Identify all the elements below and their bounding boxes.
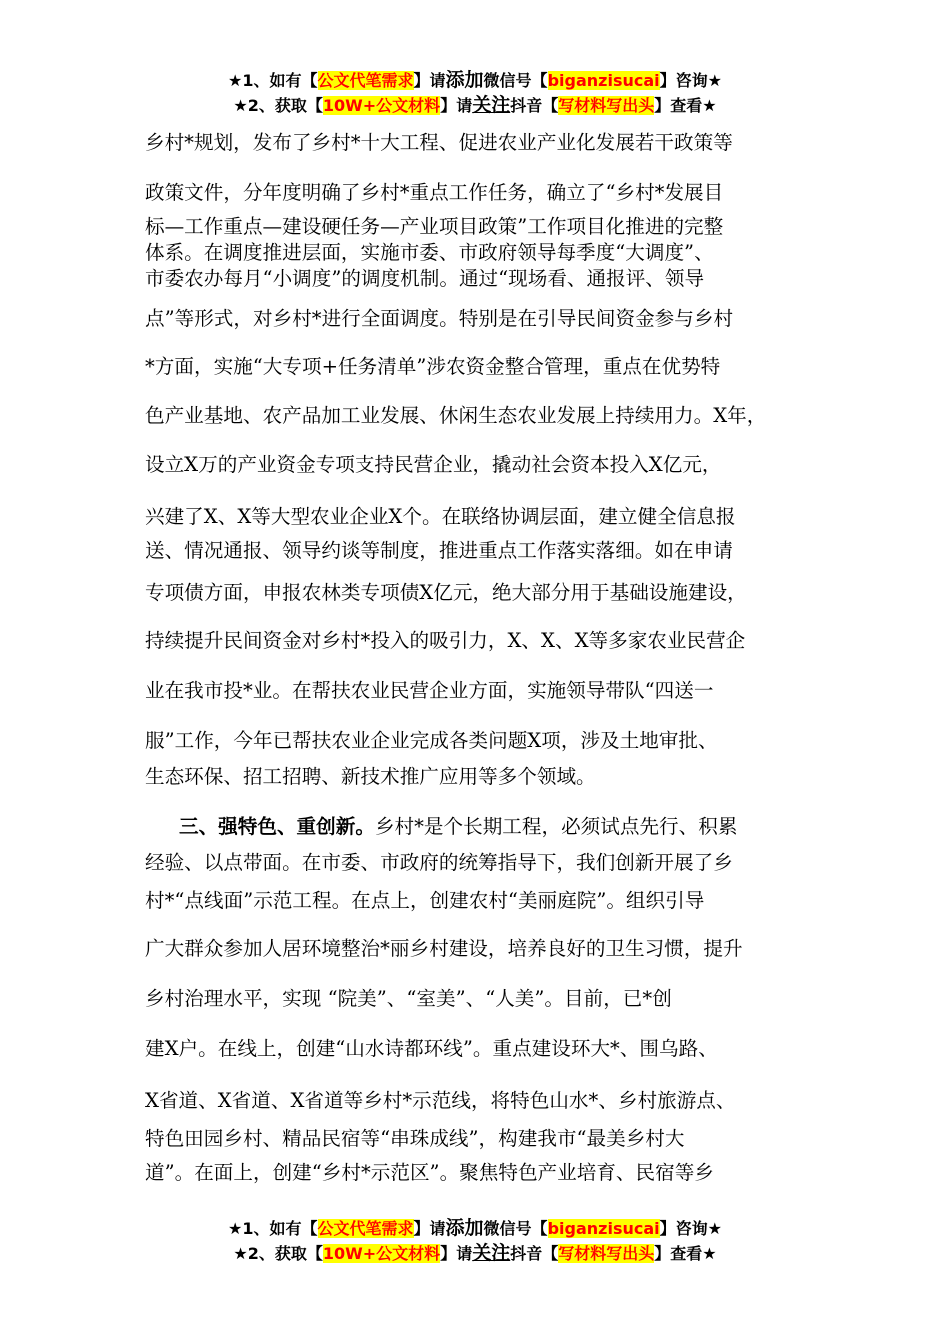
banner-highlight-service: 公文代笔需求 [317,71,414,90]
banner-text: 】请 [413,71,446,90]
banner-text: 】请 [413,1219,446,1238]
body-line: 政策文件，分年度明确了乡村*重点工作任务，确立了“乡村*发展目 [145,181,724,204]
section-3-text: 乡村*是个长期工程，必须试点先行、积累 [374,815,738,838]
banner-highlight-wechat: biganzisucai [547,1219,660,1238]
banner-text-emphasis: 添加 [445,1217,484,1239]
banner-text: ★1、如有【 [228,71,318,90]
body-line: 特色田园乡村、精品民宿等“串珠成线”，构建我市“最美乡村大 [145,1127,685,1150]
body-line: 生态环保、招工招聘、新技术推广应用等多个领域。 [145,765,596,788]
banner-highlight-service: 公文代笔需求 [317,1219,414,1238]
body-line: 经验、以点带面。在市委、市政府的统筹指导下，我们创新开展了乡 [145,851,733,874]
body-line: 乡村治理水平，实现 “院美”、“室美”、“人美”。目前，已*创 [145,987,672,1010]
body-line: 建X户。在线上，创建“山水诗都环线”。重点建设环大*、围乌路、 [145,1037,718,1060]
banner-text: 】请 [440,96,473,115]
banner-text: 】咨询★ [659,1219,722,1238]
footer-banner [0,1216,950,1266]
body-line: 服”工作，今年已帮扶农业企业完成各类问题X项，涉及土地审批、 [145,729,718,752]
banner-line-2 [0,1241,950,1266]
banner-text: 】查看★ [654,96,717,115]
banner-highlight-wechat: biganzisucai [547,71,660,90]
banner-line-1 [0,68,950,93]
banner-text-emphasis: 关注 [472,94,511,116]
banner-text: 抖音【 [510,1244,559,1263]
body-line: 市委农办每月“小调度”的调度机制。通过“现场看、通报评、领导 [145,267,705,290]
body-line: 乡村*规划，发布了乡村*十大工程、促进农业产业化发展若干政策等 [145,131,733,154]
banner-text: 微信号【 [483,71,548,90]
banner-highlight-materials: 10W+公文材料 [322,1244,441,1263]
body-line: 点”等形式，对乡村*进行全面调度。特别是在引导民间资金参与乡村 [145,307,734,330]
body-line: 兴建了X、X等大型农业企业X个。在联络协调层面，建立健全信息报 [145,505,736,528]
body-line: 道”。在面上，创建“乡村*示范区”。聚焦特色产业培育、民宿等乡 [145,1161,714,1184]
banner-line-2 [0,93,950,118]
banner-text-emphasis: 关注 [472,1242,511,1264]
banner-highlight-douyin: 写材料写出头 [558,96,655,115]
body-line: 体系。在调度推进层面，实施市委、市政府领导每季度“大调度”、 [145,241,714,264]
body-line: 村*“点线面”示范工程。在点上，创建农村“美丽庭院”。组织引导 [145,889,705,912]
section-3-first-line [179,812,737,842]
banner-highlight-materials: 10W+公文材料 [322,96,441,115]
banner-text: ★1、如有【 [228,1219,318,1238]
banner-text: ★2、获取【 [233,1244,323,1263]
body-line: 业在我市投*业。在帮扶农业民营企业方面，实施领导带队“四送一 [145,679,714,702]
body-line: *方面，实施“大专项+任务清单”涉农资金整合管理，重点在优势特 [145,355,721,378]
body-line: 标—工作重点—建设硬任务—产业项目政策”工作项目化推进的完整 [145,215,724,238]
banner-text: 微信号【 [483,1219,548,1238]
body-line: 设立X万的产业资金专项支持民营企业，撬动社会资本投入X亿元， [145,453,722,476]
body-line: 广大群众参加人居环境整治*丽乡村建设，培养良好的卫生习惯，提升 [145,937,743,960]
body-line: 持续提升民间资金对乡村*投入的吸引力，X、X、X等多家农业民营企 [145,629,746,652]
body-line: 专项债方面，申报农林类专项债X亿元，绝大部分用于基础设施建设， [145,581,747,604]
section-3-heading: 三、强特色、重创新。 [179,815,375,838]
body-line: 送、情况通报、领导约谈等制度，推进重点工作落实落细。如在申请 [145,539,733,562]
body-line: 色产业基地、农产品加工业发展、休闲生态农业发展上持续用力。X年， [145,404,767,427]
banner-text: 抖音【 [510,96,559,115]
banner-text-emphasis: 添加 [445,69,484,91]
banner-text: 】咨询★ [659,71,722,90]
banner-text: 】请 [440,1244,473,1263]
banner-text: 】查看★ [654,1244,717,1263]
banner-highlight-douyin: 写材料写出头 [558,1244,655,1263]
header-banner [0,68,950,118]
banner-text: ★2、获取【 [233,96,323,115]
banner-line-1 [0,1216,950,1241]
body-line: X省道、X省道、X省道等乡村*示范线，将特色山水*、乡村旅游点、 [145,1089,736,1112]
